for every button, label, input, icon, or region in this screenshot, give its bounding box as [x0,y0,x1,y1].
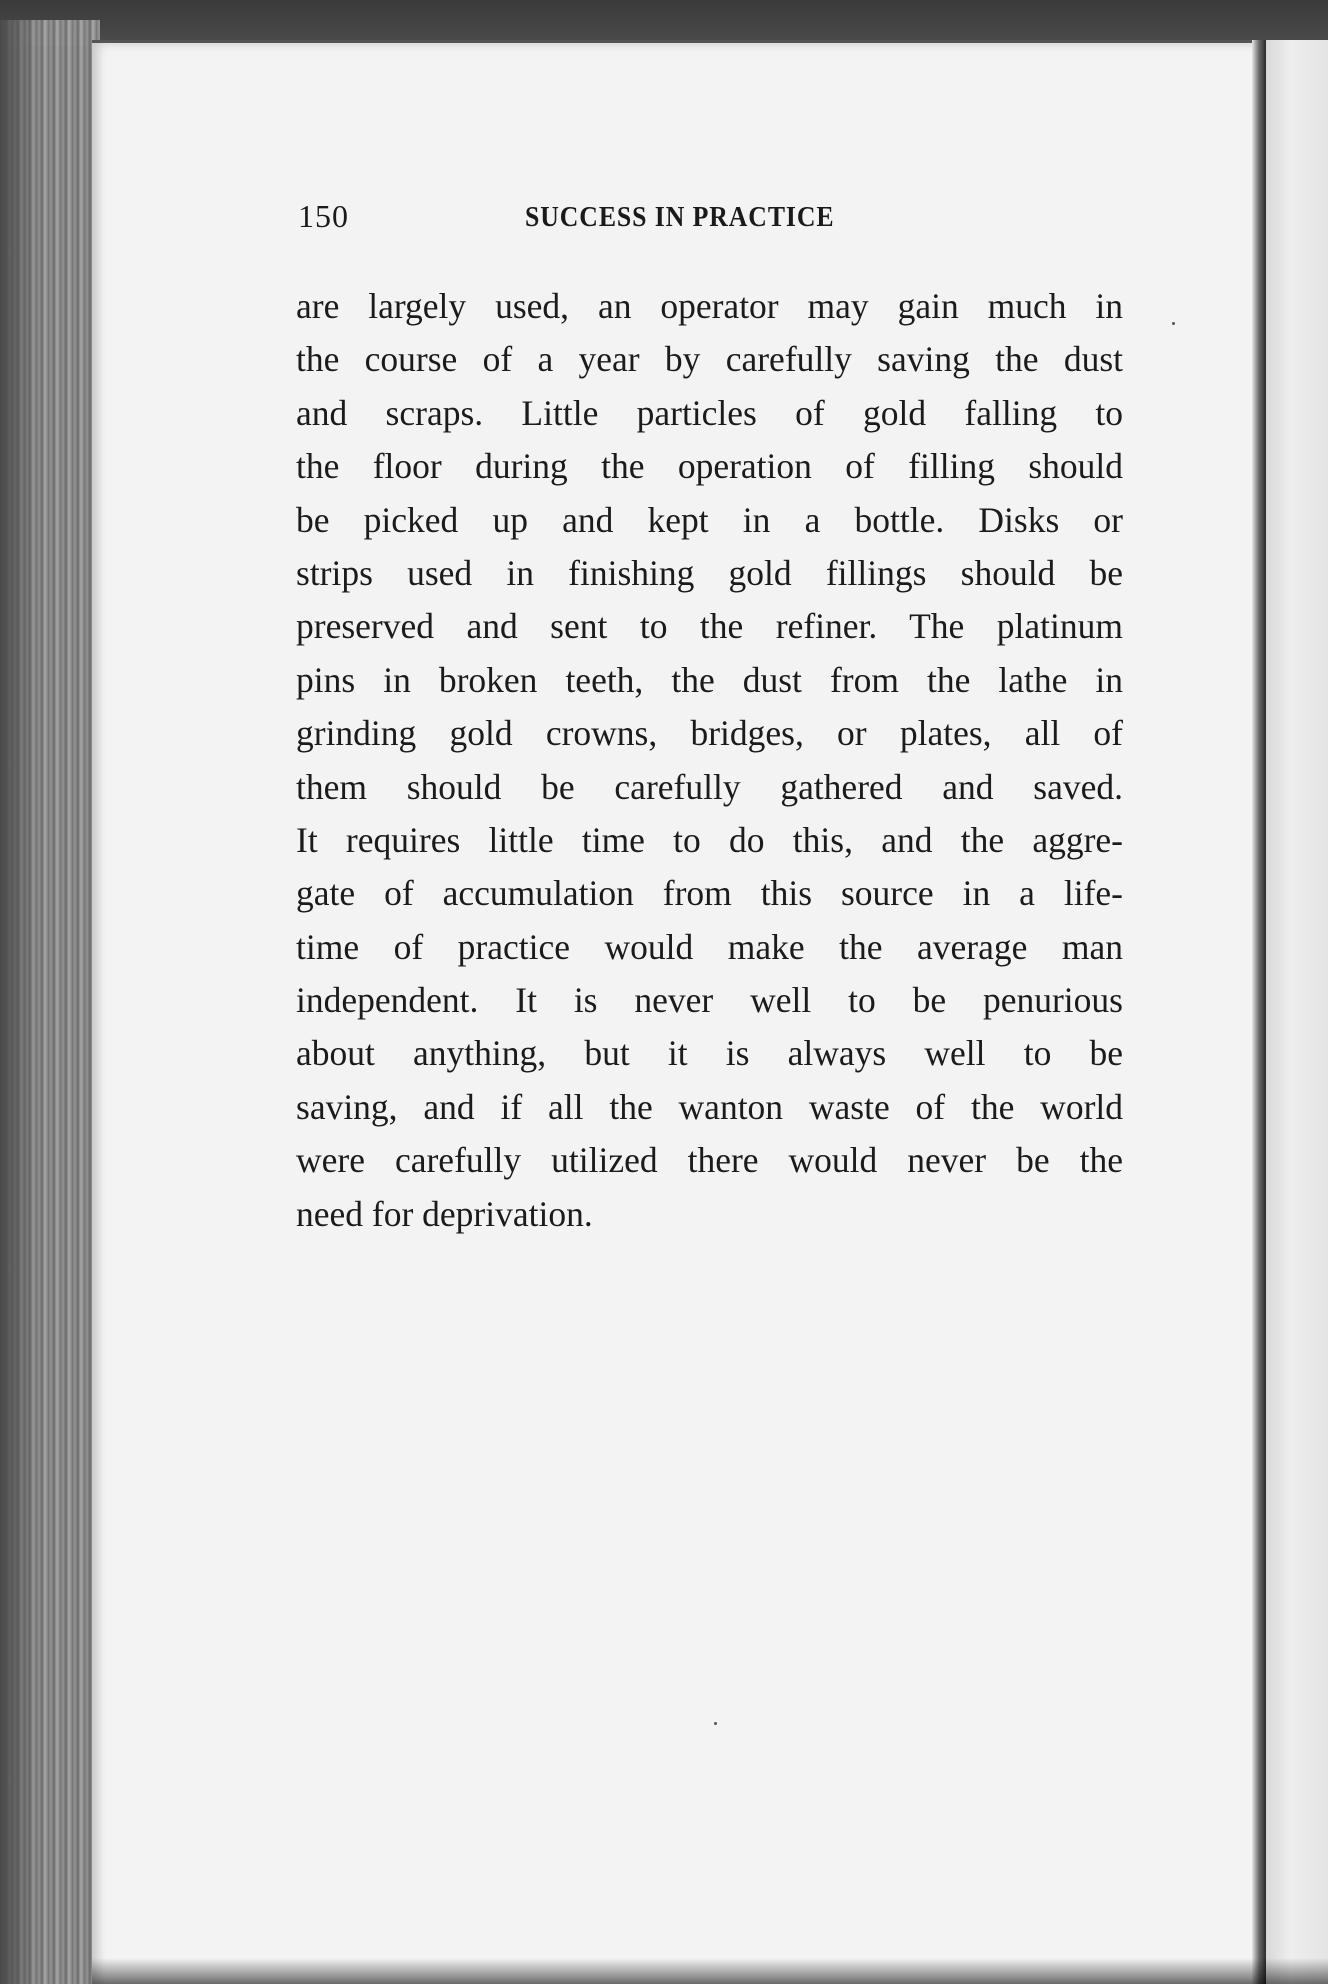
text-line: be picked up and kept in a bottle. Disks or [296,499,1123,540]
text-line: need for deprivation. [296,1193,593,1234]
text-line: and scraps. Little particles of gold falling to [296,392,1123,433]
page-number: 150 [298,198,349,234]
text-line: gate of accumulation from this source in a life- [296,873,1123,914]
paper-speck [714,1722,717,1725]
facing-page-edge [1266,40,1328,1984]
text-line: the floor during the operation of filling should [296,446,1123,487]
text-line: about anything, but it is always well to be [296,1033,1123,1074]
running-header [298,198,1128,242]
text-line: time of practice would make the average man [296,926,1123,967]
bottom-shadow [92,1958,1328,1984]
text-line: independent. It is never well to be penurious [296,980,1123,1021]
text-line: are largely used, an operator may gain much in [296,286,1123,326]
body-paragraph [296,280,1123,1241]
text-line: It requires little time to do this, and the aggre- [296,819,1123,860]
running-title: SUCCESS IN PRACTICE [525,202,835,233]
text-line: grinding gold crowns, bridges, or plates, all of [296,713,1123,754]
text-line: the course of a year by carefully saving the dust [296,339,1123,380]
book-gutter [1252,40,1266,1984]
text-line: pins in broken teeth, the dust from the lathe in [296,659,1123,700]
paper-speck [1172,322,1175,325]
text-line: them should be carefully gathered and saved. [296,766,1123,807]
text-line: saving, and if all the wanton waste of the world [296,1086,1123,1127]
text-line: preserved and sent to the refiner. The platinum [296,606,1123,647]
text-line: strips used in finishing gold fillings should be [296,552,1123,593]
text-line: were carefully utilized there would never be the [296,1140,1123,1181]
left-edge-shadow [0,20,40,1984]
